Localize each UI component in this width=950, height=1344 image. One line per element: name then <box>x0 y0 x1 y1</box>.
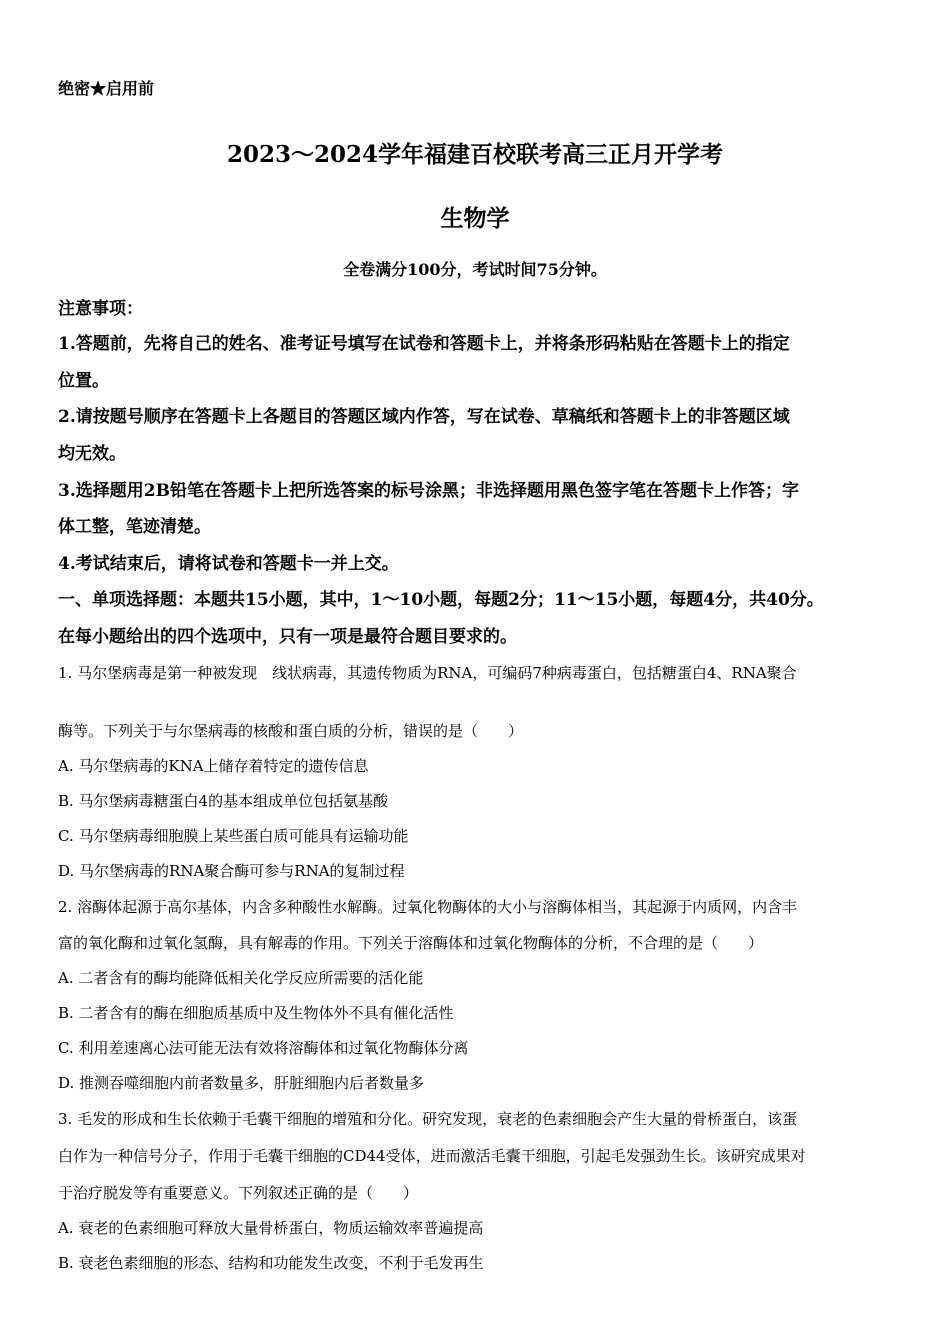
question-1-option-b: B. 马尔堡病毒糖蛋白4的基本组成单位包括氨基酸 <box>58 792 389 810</box>
subject-title: 生物学 <box>440 205 510 232</box>
question-2-option-d: D. 推测吞噬细胞内前者数量多，肝脏细胞内后者数量多 <box>58 1074 425 1092</box>
notice-item-4: 4.考试结束后，请将试卷和答题卡一并上交。 <box>58 554 399 574</box>
question-1-option-c: C. 马尔堡病毒细胞膜上某些蛋白质可能具有运输功能 <box>58 827 409 845</box>
confidential-label: 绝密★启用前 <box>58 79 155 98</box>
section-instruction: 在每小题给出的四个选项中，只有一项是最符合题目要求的。 <box>58 627 517 647</box>
question-1-stem-cont: 酶等。下列关于与尔堡病毒的核酸和蛋白质的分析，错误的是（ ） <box>58 722 524 740</box>
question-2-option-a: A. 二者含有的酶均能降低相关化学反应所需要的活化能 <box>58 969 424 987</box>
question-2-option-c: C. 利用差速离心法可能无法有效将溶酶体和过氧化物酶体分离 <box>58 1039 469 1057</box>
question-3-stem-cont: 白作为一种信号分子，作用于毛囊干细胞的CD44受体，进而激活毛囊干细胞，引起毛发强劲生长。该研究成果对 <box>58 1147 806 1165</box>
notice-item-3-cont: 体工整，笔迹清楚。 <box>58 517 211 537</box>
question-1-option-d: D. 马尔堡病毒的RNA聚合酶可参与RNA的复制过程 <box>58 862 405 880</box>
question-2-stem-cont: 富的氧化酶和过氧化氢酶，具有解毒的作用。下列关于溶酶体和过氧化物酶体的分析，不合理的是（ ） <box>58 934 764 952</box>
notice-item-2: 2.请按题号顺序在答题卡上各题目的答题区域内作答，写在试卷、草稿纸和答题卡上的非答题区域 <box>58 407 790 427</box>
question-1-option-a: A. 马尔堡病毒的KNA上储存着特定的遗传信息 <box>58 757 369 775</box>
notice-heading: 注意事项： <box>58 299 143 319</box>
question-2-option-b: B. 二者含有的酶在细胞质基质中及生物体外不具有催化活性 <box>58 1004 454 1022</box>
question-3-option-a: A. 衰老的色素细胞可释放大量骨桥蛋白，物质运输效率普遍提高 <box>58 1219 484 1237</box>
question-3-stem-cont-2: 于治疗脱发等有重要意义。下列叙述正确的是（ ） <box>58 1184 419 1202</box>
exam-info: 全卷满分100分，考试时间75分钟。 <box>343 260 607 279</box>
notice-item-1-cont: 位置。 <box>58 371 109 391</box>
section-heading: 一、单项选择题：本题共15小题，其中，1～10小题，每题2分；11～15小题，每题4分，共40分。 <box>58 590 824 610</box>
question-1-stem: 1. 马尔堡病毒是第一种被发现 线状病毒，其遗传物质为RNA，可编码7种病毒蛋白，包括糖蛋白4、RNA聚合 <box>58 664 797 682</box>
question-2-stem: 2. 溶酶体起源于高尔基体，内含多种酸性水解酶。过氧化物酶体的大小与溶酶体相当，其起源于内质网，内含丰 <box>58 898 798 916</box>
notice-item-2-cont: 均无效。 <box>58 444 126 464</box>
question-3-option-b: B. 衰老色素细胞的形态、结构和功能发生改变，不利于毛发再生 <box>58 1254 484 1272</box>
notice-item-3: 3.选择题用2B铅笔在答题卡上把所选答案的标号涂黑；非选择题用黑色签字笔在答题卡上作答；字 <box>58 481 799 501</box>
notice-item-1: 1.答题前，先将自己的姓名、准考证号填写在试卷和答题卡上，并将条形码粘贴在答题卡上的指定 <box>58 334 790 354</box>
exam-title: 2023～2024学年福建百校联考高三正月开学考 <box>226 141 724 168</box>
question-3-stem: 3. 毛发的形成和生长依赖于毛囊干细胞的增殖和分化。研究发现，衰老的色素细胞会产生大量的骨桥蛋白，该蛋 <box>58 1110 798 1128</box>
